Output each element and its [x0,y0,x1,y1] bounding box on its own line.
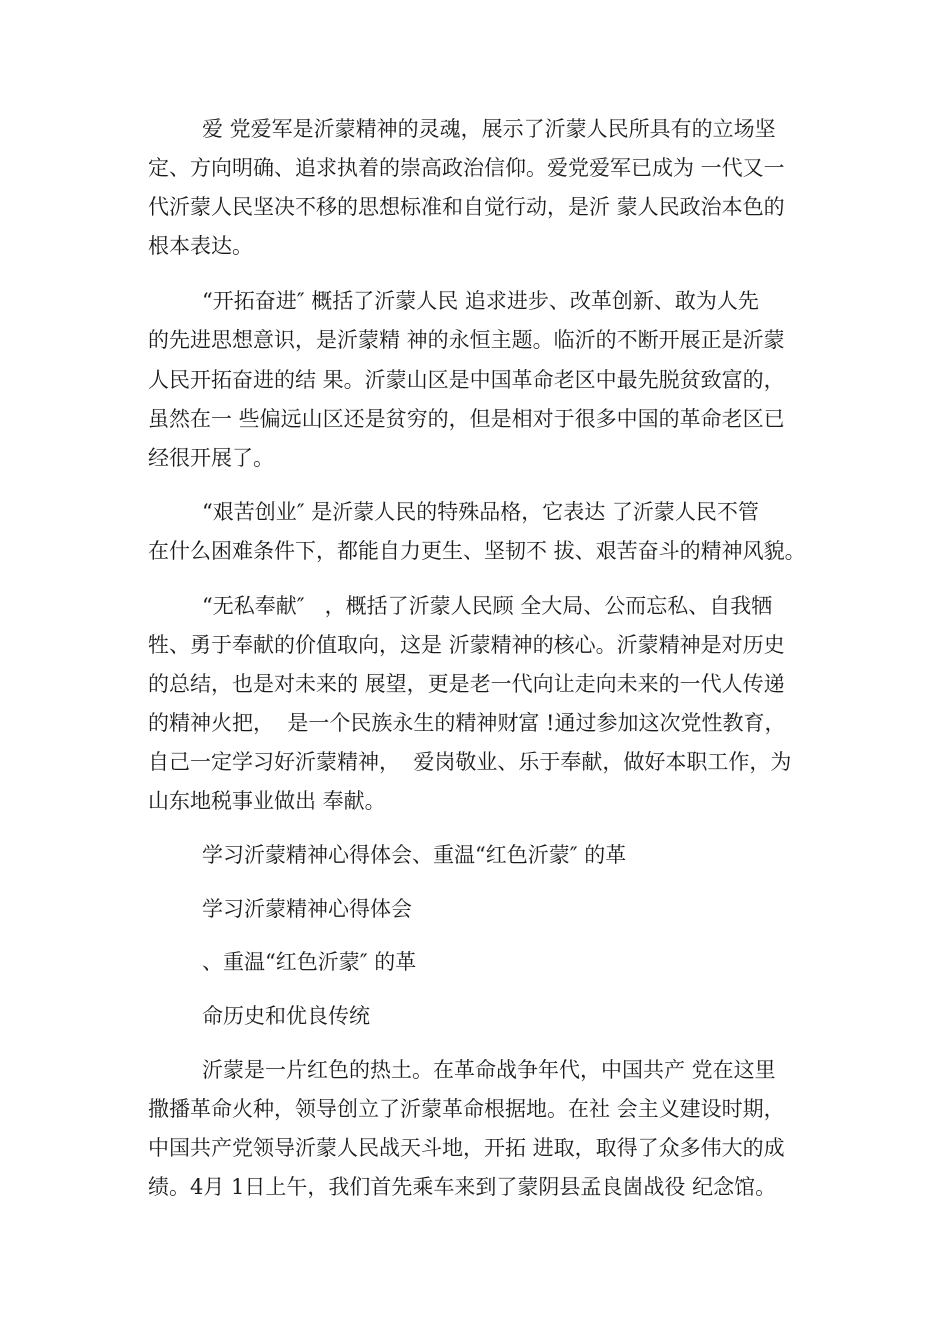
paragraph-4-line-5: 自己一定学习好沂蒙精神， 爱岗敬业、乐于奉献，做好本职工作，为 [148,750,792,774]
paragraph-3-line-1: “艰苦创业″ 是沂蒙人民的特殊品格，它表达 了沂蒙人民不管 [202,500,759,524]
paragraph-1-line-3: 代沂蒙人民坚决不移的思想标准和自觉行动，是沂 蒙人民政治本色的 [148,195,785,219]
paragraph-4-line-2: 牲、勇于奉献的价值取向，这是 沂蒙精神的核心。沂蒙精神是对历史 [148,633,785,657]
heading-line-4: 命历史和优良传统 [202,1004,370,1028]
paragraph-1-line-4: 根本表达。 [148,234,253,258]
paragraph-2-line-1: “开拓奋进″ 概括了沂蒙人民 追求进步、改革创新、敢为人先 [202,289,759,313]
paragraph-5-line-1: 沂蒙是一片红色的热土。在革命战争年代，中国共产 党在这里 [202,1058,776,1082]
heading-line-1: 学习沂蒙精神心得体会、重温“红色沂蒙″ 的革 [202,843,627,867]
paragraph-4-line-6: 山东地税事业做出 奉献。 [148,789,386,813]
paragraph-3-line-2: 在什么困难条件下，都能自力更生、坚韧不 拔、艰苦奋斗的精神风貌。 [148,539,806,563]
paragraph-4-line-1: “无私奉献″ ，概括了沂蒙人民顾 全大局、公而忘私、自我牺 [202,594,773,618]
paragraph-2-line-5: 经很开展了。 [148,446,274,470]
paragraph-1-line-2: 定、方向明确、追求执着的崇高政治信仰。爱党爱军已成为 一代又一 [148,156,785,180]
paragraph-4-line-3: 的总结，也是对未来的 展望，更是老一代向让走向未来的一代人传递 [148,672,785,696]
paragraph-2-line-3: 人民开拓奋进的结 果。沂蒙山区是中国革命老区中最先脱贫致富的， [148,368,785,392]
paragraph-4-line-4: 的精神火把， 是一个民族永生的精神财富 !通过参加这次党性教育， [148,711,786,735]
paragraph-5-line-3: 中国共产党领导沂蒙人民战天斗地，开拓 进取，取得了众多伟大的成 [148,1136,785,1160]
heading-line-3: 、重温“红色沂蒙″ 的革 [202,950,417,974]
paragraph-5-line-4: 绩。4月 1日上午，我们首先乘车来到了蒙阴县孟良崮战役 纪念馆。 [148,1175,777,1199]
heading-line-2: 学习沂蒙精神心得体会 [202,897,412,921]
paragraph-5-line-2: 撒播革命火种，领导创立了沂蒙革命根据地。在社 会主义建设时期， [148,1097,785,1121]
paragraph-1-line-1: 爱 党爱军是沂蒙精神的灵魂，展示了沂蒙人民所具有的立场坚 [202,117,776,141]
paragraph-2-line-2: 的先进思想意识，是沂蒙精 神的永恒主题。临沂的不断开展正是沂蒙 [148,328,785,352]
paragraph-2-line-4: 虽然在一 些偏远山区还是贫穷的，但是相对于很多中国的革命老区已 [148,407,785,431]
